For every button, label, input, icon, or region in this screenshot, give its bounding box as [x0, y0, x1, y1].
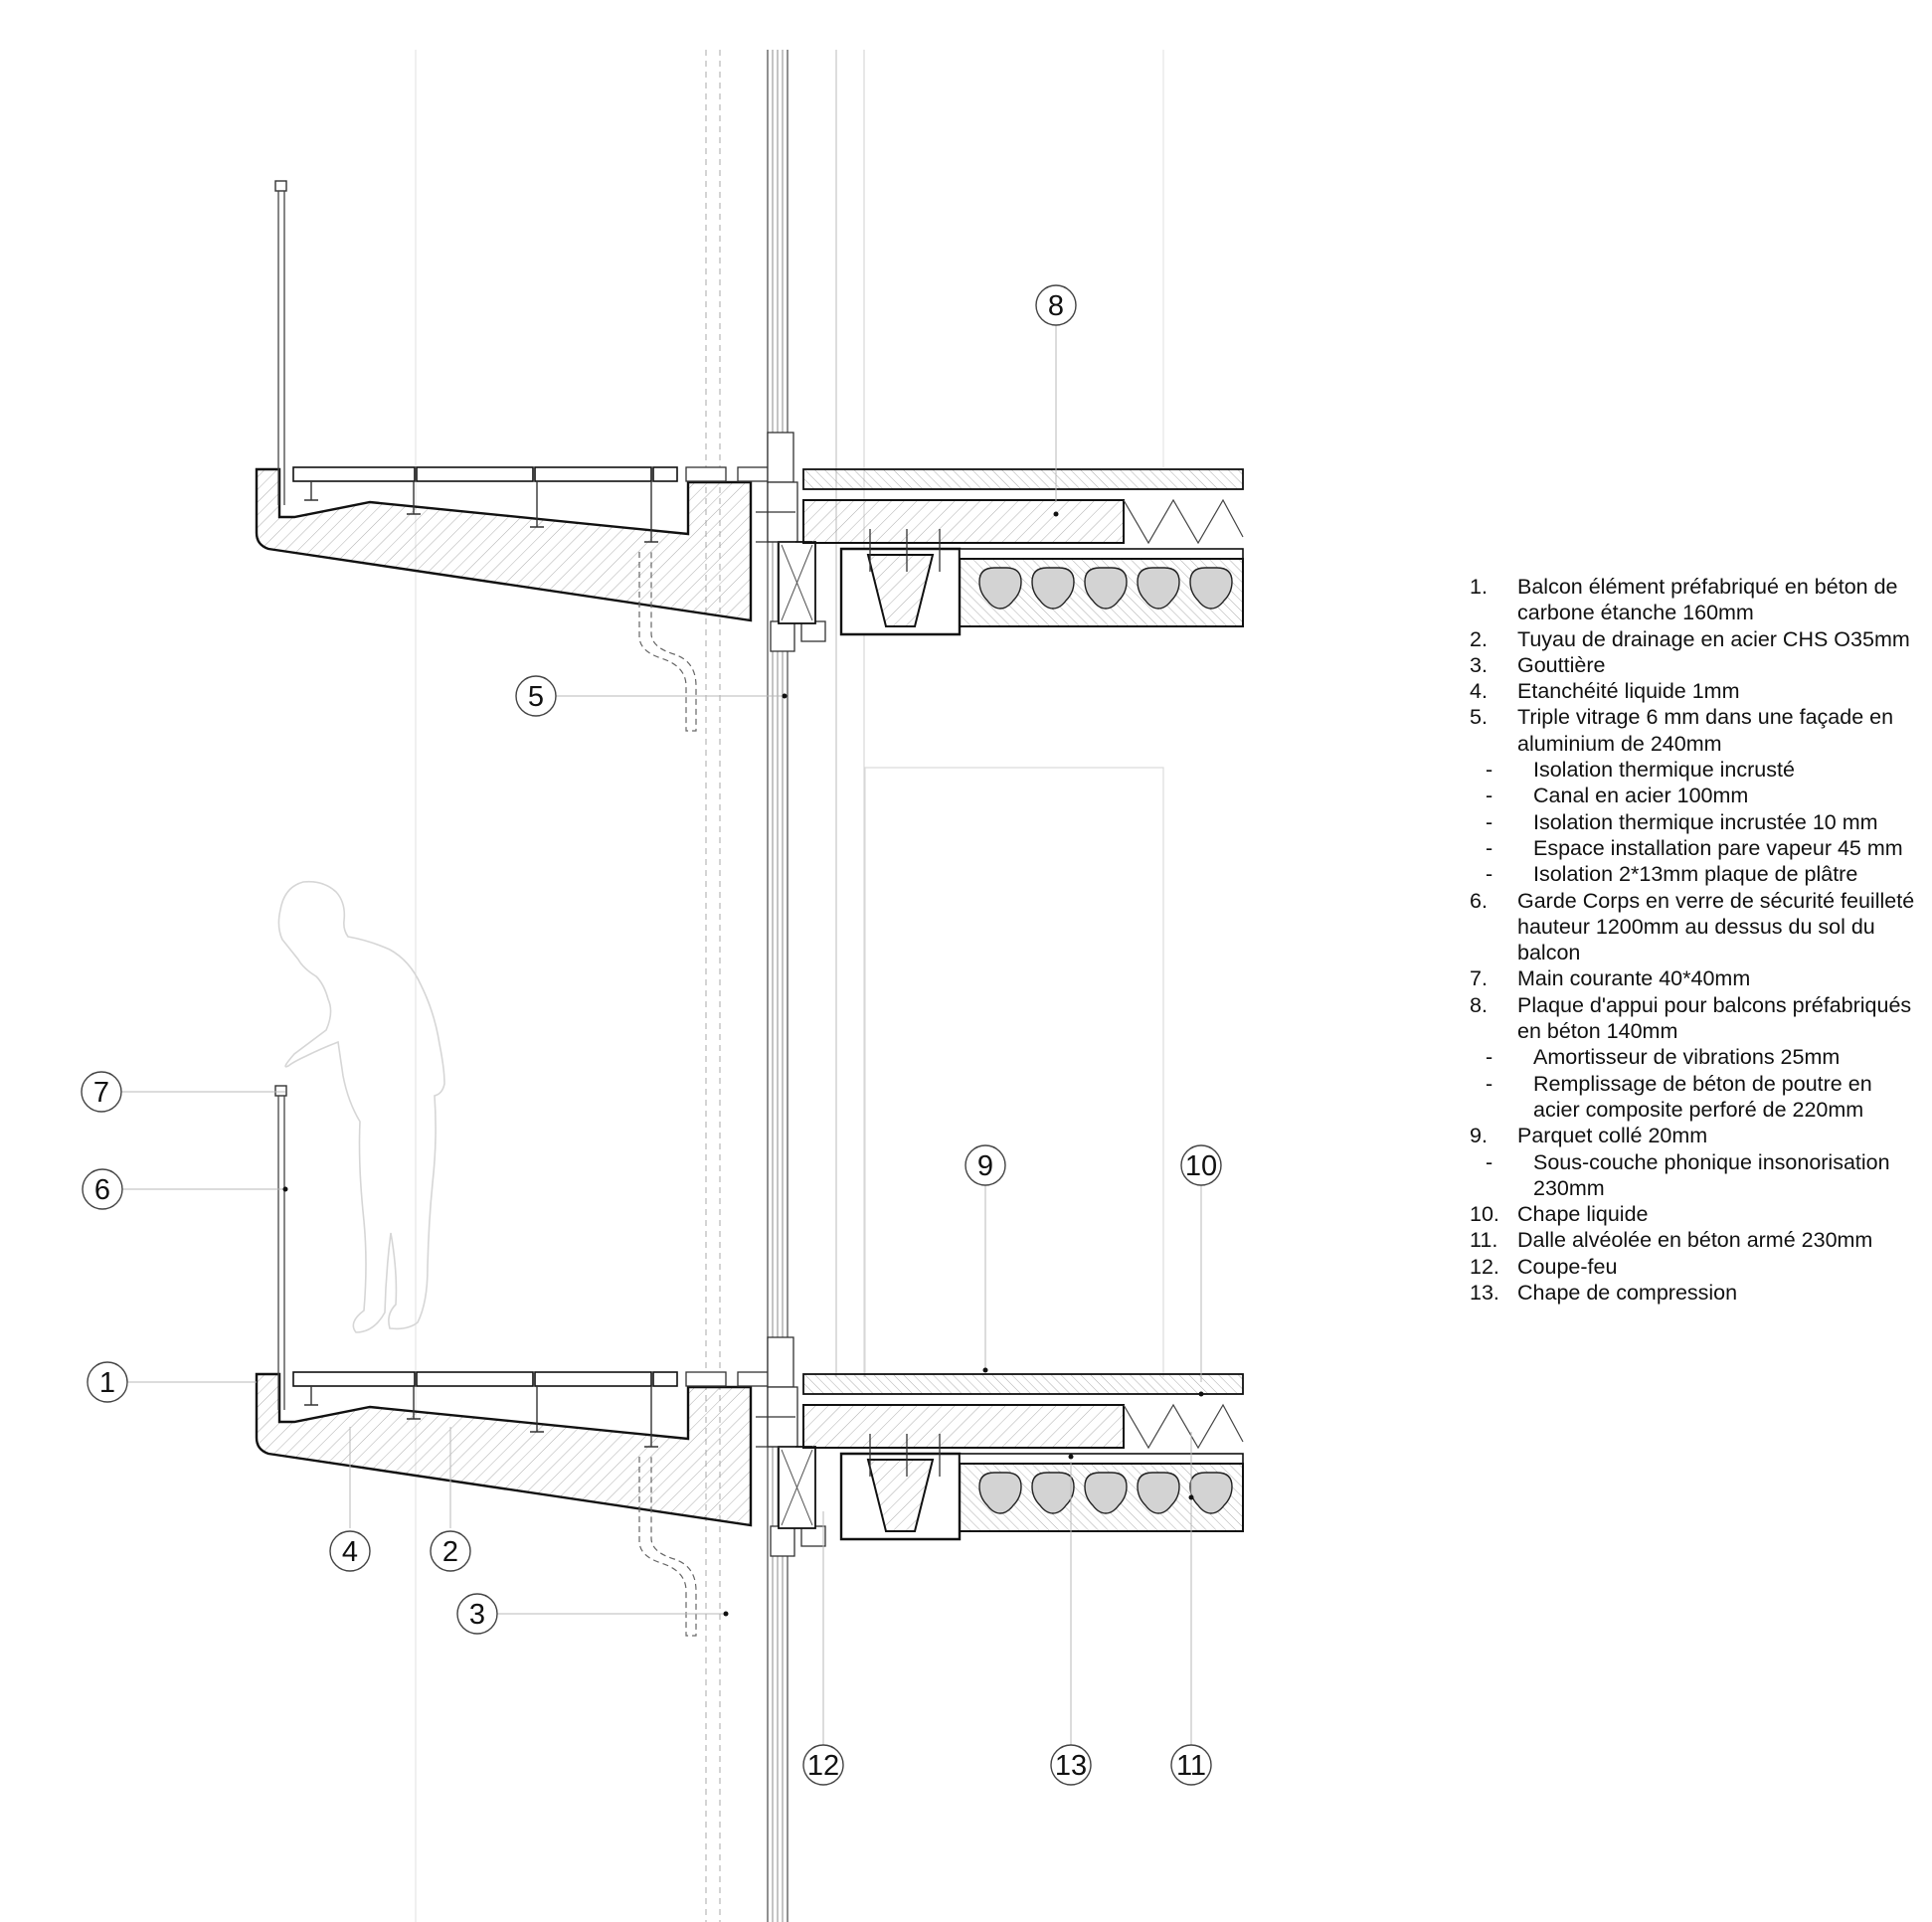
callout-9	[966, 1145, 1005, 1185]
legend-item-number: 5.	[1470, 705, 1488, 730]
legend-item-text: Main courante 40*40mm	[1517, 966, 1751, 991]
callout-number: 8	[1047, 290, 1065, 322]
legend-item-text: Tuyau de drainage en acier CHS O35mm	[1517, 626, 1910, 651]
legend-item-number: 11.	[1470, 1228, 1498, 1253]
legend-item-number: 4.	[1470, 679, 1488, 704]
legend-item	[1470, 809, 1917, 835]
legend-item	[1470, 757, 1917, 783]
callout-3	[457, 1594, 497, 1634]
legend-item-text: Isolation 2*13mm plaque de plâtre	[1533, 862, 1858, 887]
callout-number: 7	[92, 1077, 110, 1109]
legend-item-number: -	[1486, 862, 1493, 887]
human-silhouette	[278, 882, 444, 1332]
legend-item-number: 2.	[1470, 626, 1488, 651]
callout-number: 3	[468, 1599, 486, 1631]
legend-item-number: 10.	[1470, 1202, 1499, 1227]
legend-item	[1470, 678, 1917, 704]
legend-item-text: Dalle alvéolée en béton armé 230mm	[1517, 1228, 1873, 1253]
legend-item	[1470, 992, 1917, 1045]
legend-item	[1470, 626, 1917, 652]
callout-5	[516, 676, 556, 716]
legend-item	[1470, 861, 1917, 887]
legend-item-number: 8.	[1470, 992, 1488, 1017]
facade-guide-lines	[416, 50, 1163, 1922]
legend-item-number: 3.	[1470, 652, 1488, 677]
legend-item-text: Gouttière	[1517, 652, 1606, 677]
callout-4	[330, 1531, 370, 1571]
legend-item	[1470, 965, 1917, 991]
callout-11	[1171, 1745, 1211, 1785]
legend-item-number: 1.	[1470, 575, 1488, 599]
lower-floor-assembly	[257, 1086, 1243, 1636]
callout-number: 9	[976, 1150, 994, 1182]
legend-item	[1470, 1280, 1917, 1306]
callout-number: 13	[1054, 1750, 1088, 1782]
legend-item-text: Espace installation pare vapeur 45 mm	[1533, 835, 1903, 860]
legend-item-text: Isolation thermique incrusté	[1533, 758, 1795, 783]
legend-item	[1470, 704, 1917, 757]
legend-item	[1470, 1149, 1917, 1202]
legend-item-text: Etanchéité liquide 1mm	[1517, 679, 1740, 704]
callout-12	[803, 1745, 843, 1785]
legend-item	[1470, 652, 1917, 678]
legend-item-number: 13.	[1470, 1281, 1499, 1306]
legend-item-text: Plaque d'appui pour balcons préfabriqués en béton 140mm	[1517, 992, 1912, 1044]
glazed-facade	[768, 50, 788, 1922]
legend-item	[1470, 1044, 1917, 1070]
legend-item-number: -	[1486, 1149, 1493, 1174]
legend-item-text: Chape de compression	[1517, 1281, 1738, 1306]
callout-number: 6	[93, 1174, 111, 1206]
callout-number: 1	[98, 1367, 116, 1399]
legend-item	[1470, 1201, 1917, 1227]
legend-item-number: -	[1486, 1071, 1493, 1096]
legend-item-number: -	[1486, 784, 1493, 808]
callout-1	[88, 1362, 127, 1402]
legend-item	[1470, 783, 1917, 808]
legend-item-number: -	[1486, 809, 1493, 834]
legend-item-text: Sous-couche phonique insonorisation 230mm	[1533, 1149, 1890, 1200]
callout-2	[431, 1531, 470, 1571]
legend-item-text: Triple vitrage 6 mm dans une façade en aluminium de 240mm	[1517, 705, 1894, 756]
legend-item-text: Garde Corps en verre de sécurité feuilleté hauteur 1200mm au dessus du sol du balcon	[1517, 888, 1915, 965]
callout-number: 12	[806, 1750, 840, 1782]
legend-item-text: Chape liquide	[1517, 1202, 1649, 1227]
callout-number: 5	[527, 681, 545, 713]
legend-item	[1470, 835, 1917, 861]
callout-10	[1181, 1145, 1221, 1185]
legend-item-number: -	[1486, 1045, 1493, 1070]
legend-item	[1470, 888, 1917, 966]
legend-item	[1470, 1123, 1917, 1148]
legend-item-text: Remplissage de béton de poutre en acier composite perforé de 220mm	[1533, 1071, 1872, 1122]
legend-item-number: 12.	[1470, 1254, 1499, 1279]
legend-item-number: 6.	[1470, 888, 1488, 913]
callout-6	[83, 1169, 122, 1209]
upper-floor-assembly	[257, 181, 1243, 731]
callout-number: 4	[341, 1536, 359, 1568]
legend-item-text: Canal en acier 100mm	[1533, 784, 1749, 808]
legend-item-number: -	[1486, 758, 1493, 783]
legend-item	[1470, 1254, 1917, 1280]
legend-item-text: Parquet collé 20mm	[1517, 1124, 1708, 1148]
callout-number: 11	[1175, 1750, 1207, 1782]
legend-item-number: 9.	[1470, 1124, 1488, 1148]
callout-number: 10	[1184, 1150, 1218, 1182]
legend-item-text: Isolation thermique incrustée 10 mm	[1533, 809, 1878, 834]
callout-13	[1051, 1745, 1091, 1785]
legend-item-number: -	[1486, 835, 1493, 860]
legend-item	[1470, 1227, 1917, 1253]
callout-7	[82, 1072, 121, 1112]
legend	[1470, 574, 1917, 1306]
legend-item-number: 7.	[1470, 966, 1488, 991]
legend-item-text: Amortisseur de vibrations 25mm	[1533, 1045, 1841, 1070]
legend-item	[1470, 574, 1917, 626]
callout-8	[1036, 285, 1076, 325]
legend-item-text: Coupe-feu	[1517, 1254, 1618, 1279]
legend-item	[1470, 1071, 1917, 1124]
callout-number: 2	[441, 1536, 459, 1568]
legend-item-text: Balcon élément préfabriqué en béton de carbone étanche 160mm	[1517, 575, 1898, 625]
